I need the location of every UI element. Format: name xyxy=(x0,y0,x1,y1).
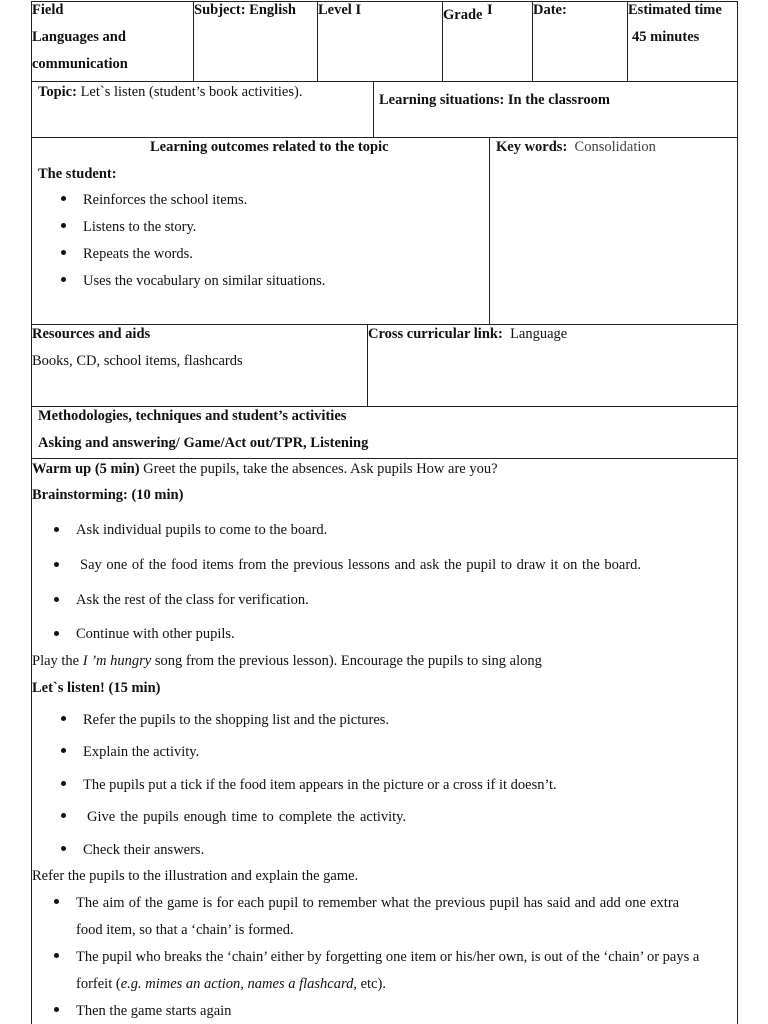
bullet-icon xyxy=(54,562,59,567)
outcome-item: Reinforces the school items. xyxy=(83,192,248,208)
brainstorm-item: Say one of the food items from the previous lessons and ask the pupil to draw it on the board. xyxy=(80,557,642,573)
learning-situations: Learning situations: In the classroom xyxy=(379,92,610,108)
time-value: 45 minutes xyxy=(632,29,700,45)
bullet-icon xyxy=(61,250,66,255)
bullet-icon xyxy=(54,527,59,532)
cross-label: Cross curricular link: xyxy=(368,326,503,342)
topic-label: Topic: xyxy=(38,84,77,100)
game-item-1-line2: food item, so that a ‘chain’ is formed. xyxy=(76,922,294,938)
play-post: song from the previous lesson). Encourage the pupils to sing along xyxy=(154,653,542,669)
forfeit-examples: e.g. mimes an action, names a flashcard xyxy=(120,976,354,992)
bullet-icon xyxy=(61,813,66,818)
game-item-2-line1: The pupil who breaks the ‘chain’ either by forgetting one item or his/her own, is out of the ‘chain’ or pays a xyxy=(76,949,700,965)
bullet-icon xyxy=(54,1007,59,1012)
forfeit-pre: forfeit ( xyxy=(76,976,121,992)
forfeit-post: , etc). xyxy=(353,976,386,992)
keywords-value: Consolidation xyxy=(574,139,656,155)
grade-value: I xyxy=(487,2,493,18)
listen-item: Explain the activity. xyxy=(83,744,200,760)
listen-label: Let`s listen! (15 min) xyxy=(32,680,161,696)
resources-label: Resources and aids xyxy=(32,326,151,342)
bullet-icon xyxy=(61,277,66,282)
grade-label: Grade xyxy=(443,7,483,23)
keywords-label: Key words: xyxy=(496,139,568,155)
outcome-item: Listens to the story. xyxy=(83,219,197,235)
field-label: Field xyxy=(32,2,64,18)
listen-item: The pupils put a tick if the food item appears in the picture or a cross if it doesn’t. xyxy=(83,777,557,793)
listen-item: Check their answers. xyxy=(83,842,205,858)
bullet-icon xyxy=(54,597,59,602)
game-item-2-line2 xyxy=(76,975,386,993)
cross-curricular xyxy=(368,325,567,343)
row-divider xyxy=(31,458,738,459)
field-value-line2: communication xyxy=(32,56,128,72)
row-divider xyxy=(31,81,738,82)
play-song-line xyxy=(32,652,542,670)
methods-line1: Methodologies, techniques and student’s activities xyxy=(38,408,347,424)
bullet-icon xyxy=(61,846,66,851)
cross-value: Language xyxy=(510,326,568,342)
bullet-icon xyxy=(61,223,66,228)
warmup xyxy=(32,460,498,478)
bullet-icon xyxy=(61,716,66,721)
topic xyxy=(38,83,302,101)
listen-item: Give the pupils enough time to complete the activity. xyxy=(87,809,407,825)
brainstorm-item: Ask individual pupils to come to the board. xyxy=(76,522,328,538)
bullet-icon xyxy=(61,748,66,753)
outcome-item: Uses the vocabulary on similar situations. xyxy=(83,273,326,289)
level: Level I xyxy=(318,2,362,18)
brainstorm-item: Continue with other pupils. xyxy=(76,626,235,642)
keywords xyxy=(496,138,656,156)
topic-value: Let`s listen (student’s book activities). xyxy=(80,84,303,100)
time-label: Estimated time xyxy=(628,2,722,18)
outcomes-heading: Learning outcomes related to the topic xyxy=(150,139,389,155)
listen-item: Refer the pupils to the shopping list and the pictures. xyxy=(83,712,390,728)
bullet-icon xyxy=(54,899,59,904)
brainstorm-item: Ask the rest of the class for verification. xyxy=(76,592,309,608)
divider xyxy=(489,137,490,324)
warmup-label: Warm up (5 min) xyxy=(32,461,140,477)
bullet-icon xyxy=(54,953,59,958)
divider xyxy=(373,81,374,137)
play-pre: Play the xyxy=(32,653,80,669)
resources-value: Books, CD, school items, flashcards xyxy=(32,353,243,369)
brainstorm-label: Brainstorming: (10 min) xyxy=(32,487,184,503)
bullet-icon xyxy=(61,781,66,786)
bullet-icon xyxy=(54,631,59,636)
field-value-line1: Languages and xyxy=(32,29,126,45)
methods-line2: Asking and answering/ Game/Act out/TPR, Listening xyxy=(38,435,369,451)
outcome-item: Repeats the words. xyxy=(83,246,193,262)
game-item-3: Then the game starts again xyxy=(76,1003,232,1019)
game-item-1-line1: The aim of the game is for each pupil to remember what the previous pupil has said and add one extra xyxy=(76,895,680,911)
table-right-border xyxy=(737,1,738,1024)
warmup-text: Greet the pupils, take the absences. Ask pupils How are you? xyxy=(143,461,498,477)
bullet-icon xyxy=(61,196,66,201)
student-label: The student: xyxy=(38,166,117,182)
refer-text: Refer the pupils to the illustration and explain the game. xyxy=(32,868,359,884)
song-title: I ’m hungry xyxy=(82,653,152,669)
subject: Subject: English xyxy=(194,2,296,18)
date-label: Date: xyxy=(533,2,567,18)
